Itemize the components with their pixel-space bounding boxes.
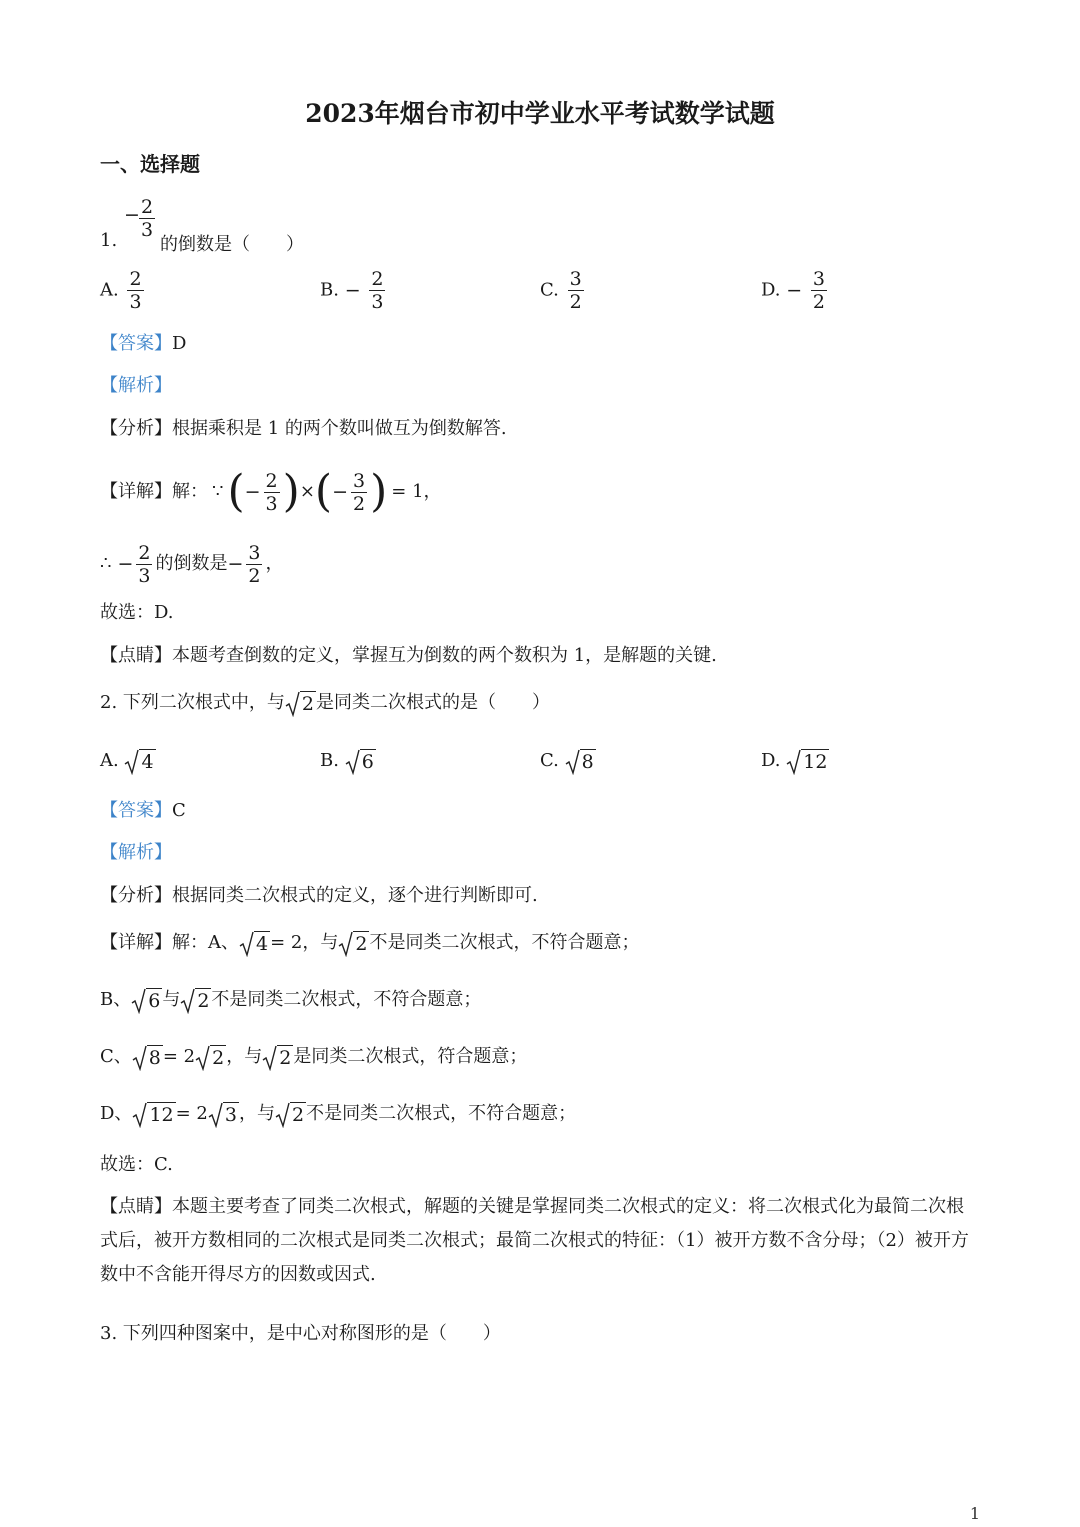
- because-symbol: ∵: [212, 481, 224, 502]
- left-paren: (: [314, 466, 333, 517]
- line-lead: B、: [100, 989, 132, 1010]
- radicand: 8: [148, 1046, 161, 1069]
- option-fraction: [811, 268, 827, 313]
- q2-stem-tail: 是同类二次根式的是（ ）: [316, 692, 550, 713]
- q3-stem: 3. 下列四种图案中，是中心对称图形的是（ ）: [100, 1323, 501, 1344]
- answer-tag: 【答案】: [100, 333, 172, 354]
- q2-choose: 故选：C.: [100, 1154, 173, 1175]
- radicand: 12: [803, 750, 828, 773]
- q2-answer: [100, 798, 186, 824]
- sqrt-expression: [338, 931, 369, 956]
- right-paren: ): [370, 466, 388, 517]
- radical-icon: [786, 749, 801, 775]
- q1-therefore: [100, 538, 283, 590]
- radical-icon: [565, 749, 580, 775]
- q1-minus: −: [124, 204, 140, 226]
- q2-stem-lead: 2. 下列二次根式中，与: [100, 692, 285, 713]
- line-mid: 与: [162, 989, 181, 1010]
- page-number: 1: [969, 1504, 980, 1523]
- radicand: 2: [279, 1046, 292, 1069]
- sqrt-expression: [132, 1045, 163, 1070]
- radical-icon: [180, 988, 195, 1014]
- option-fraction: [369, 268, 385, 313]
- q1-option-c: [540, 268, 587, 313]
- therefore-symbol: ∴: [100, 553, 112, 574]
- equals-value: = 2: [162, 1046, 196, 1067]
- option-fraction: [568, 268, 584, 313]
- q2-option-c: [540, 748, 596, 774]
- radicand: 12: [149, 1103, 174, 1126]
- q1-fenxi: 【分析】根据乘积是 1 的两个数叫做互为倒数解答.: [100, 418, 507, 439]
- q1-choose: 故选：D.: [100, 602, 174, 623]
- denominator: 3: [371, 291, 384, 313]
- numerator: 2: [138, 541, 151, 564]
- radical-icon: [239, 931, 254, 957]
- line-tail: 不是同类二次根式，不符合题意；: [369, 932, 640, 953]
- answer-tag: 【答案】: [100, 800, 172, 821]
- radical-icon: [262, 1045, 277, 1071]
- sqrt-expression: [195, 1045, 226, 1070]
- option-label: A.: [100, 750, 119, 771]
- radicand: 2: [197, 989, 210, 1012]
- page-title: 2023年烟台市初中学业水平考试数学试题: [305, 99, 775, 128]
- sqrt-expression: [262, 1045, 293, 1070]
- radicand: 2: [355, 932, 368, 955]
- radicand: 2: [301, 692, 314, 715]
- denominator: 2: [812, 291, 825, 313]
- q1-answer: [100, 331, 186, 357]
- sqrt-expression: [131, 988, 162, 1013]
- q2-xiangjie-c: [100, 1044, 527, 1070]
- xiangjie-tag: 【详解】解：: [100, 481, 208, 502]
- radicand: 6: [148, 989, 161, 1012]
- fraction: [351, 470, 367, 515]
- sqrt-expression: [565, 749, 596, 774]
- numerator: 2: [371, 268, 384, 290]
- sqrt-expression: [345, 749, 376, 774]
- option-label: C.: [540, 279, 559, 301]
- radical-icon: [195, 1045, 210, 1071]
- line-mid: ，与: [226, 1046, 263, 1067]
- line-mid: ，与: [238, 1103, 275, 1124]
- q1-option-d: [761, 268, 830, 313]
- line-mid: ，与: [302, 932, 339, 953]
- section-heading: 一、选择题: [100, 152, 200, 176]
- numerator: 3: [248, 541, 261, 564]
- q1-fraction-denominator: 3: [141, 219, 154, 241]
- q2-xiangjie-a: [100, 930, 639, 956]
- denominator: 3: [129, 291, 142, 313]
- numerator: 3: [569, 268, 582, 290]
- answer-value: D: [172, 333, 187, 354]
- minus-sign: −: [244, 481, 261, 503]
- q2-stem: [100, 690, 550, 716]
- q2-option-a: [100, 748, 156, 774]
- radical-icon: [285, 691, 300, 717]
- denominator: 3: [265, 492, 278, 515]
- q1-option-b: [320, 268, 388, 313]
- q2-xiangjie-b: [100, 987, 481, 1013]
- radicand: 2: [212, 1046, 225, 1069]
- comma: ，: [265, 553, 284, 574]
- q1-fraction-numerator: 2: [141, 196, 154, 218]
- option-sign: −: [786, 279, 803, 302]
- q1-option-a: [100, 268, 147, 313]
- fraction: [246, 542, 262, 587]
- line-tail: 不是同类二次根式，不符合题意；: [306, 1103, 577, 1124]
- sqrt-expression: [132, 1102, 175, 1127]
- minus-sign: −: [227, 553, 244, 575]
- radical-icon: [124, 749, 139, 775]
- radicand: 4: [141, 750, 154, 773]
- therefore-text: 的倒数是: [155, 553, 228, 574]
- equals-value: = 2: [175, 1103, 208, 1124]
- q2-option-b: [320, 748, 376, 774]
- line-tail: 不是同类二次根式，不符合题意；: [211, 989, 482, 1010]
- option-label: D.: [761, 279, 781, 301]
- right-paren: ): [282, 466, 300, 517]
- q2-xiangjie-d: [100, 1101, 576, 1127]
- fraction: [264, 470, 280, 515]
- radicand: 2: [291, 1103, 305, 1126]
- line-lead: C、: [100, 1046, 132, 1067]
- radical-icon: [132, 1045, 147, 1071]
- sqrt-expression: [275, 1102, 306, 1127]
- q1-dianjing: 【点睛】本题考查倒数的定义，掌握互为倒数的两个数积为 1，是解题的关键.: [100, 645, 717, 666]
- numerator: 2: [265, 469, 278, 492]
- q1-xiangjie: [100, 462, 442, 522]
- radicand: 4: [256, 932, 269, 955]
- sqrt-expression: [124, 749, 155, 774]
- q1-stem-text: 的倒数是（ ）: [160, 234, 304, 255]
- q1-number: 1.: [100, 230, 118, 251]
- option-label: B.: [320, 279, 339, 301]
- equals-value: = 2: [270, 932, 303, 953]
- radical-icon: [338, 931, 353, 957]
- q2-dianjing: 【点睛】本题主要考查了同类二次根式，解题的关键是掌握同类二次根式的定义：将二次根式化为最简二次根式后，被开方数相同的二次根式是同类二次根式；最简二次根式的特征：（1）被开方数不含分母；（2）被开方数中不含能开得尽方的因数或因式.: [100, 1196, 969, 1285]
- radical-icon: [345, 749, 360, 775]
- radical-icon: [131, 988, 146, 1014]
- radicand: 3: [224, 1103, 237, 1126]
- equals-one: = 1，: [391, 481, 442, 502]
- minus-sign: −: [117, 553, 134, 575]
- line-lead: 【详解】解：A、: [100, 932, 239, 953]
- radical-icon: [208, 1102, 223, 1128]
- q2-option-d: [761, 748, 829, 774]
- option-label: A.: [100, 279, 119, 301]
- radical-icon: [275, 1102, 290, 1128]
- option-sign: −: [344, 279, 361, 302]
- denominator: 3: [138, 564, 151, 587]
- line-lead: D、: [100, 1103, 133, 1124]
- denominator: 2: [353, 492, 366, 515]
- numerator: 3: [812, 268, 825, 290]
- sqrt-expression: [208, 1102, 239, 1127]
- sqrt-expression: [285, 691, 316, 716]
- option-fraction: [127, 268, 143, 313]
- radicand: 6: [361, 750, 374, 773]
- radical-icon: [132, 1102, 147, 1128]
- sqrt-expression: [239, 931, 270, 956]
- line-tail: 是同类二次根式，符合题意；: [293, 1046, 528, 1067]
- times-symbol: ×: [299, 481, 315, 502]
- q2-fenxi: 【分析】根据同类二次根式的定义，逐个进行判断即可.: [100, 885, 538, 906]
- radicand: 8: [581, 750, 594, 773]
- q1-fraction: [139, 196, 155, 241]
- denominator: 2: [248, 564, 261, 587]
- option-label: C.: [540, 750, 559, 771]
- answer-value: C: [172, 800, 186, 821]
- option-label: D.: [761, 750, 781, 771]
- left-paren: (: [227, 466, 245, 517]
- denominator: 2: [569, 291, 582, 313]
- q1-analysis-tag: 【解析】: [100, 375, 172, 396]
- fraction: [136, 542, 152, 587]
- option-label: B.: [320, 750, 339, 771]
- numerator: 3: [353, 469, 366, 492]
- sqrt-expression: [786, 749, 829, 774]
- q2-analysis-tag: 【解析】: [100, 842, 172, 863]
- numerator: 2: [129, 268, 142, 290]
- minus-sign: −: [332, 481, 348, 503]
- sqrt-expression: [180, 988, 211, 1013]
